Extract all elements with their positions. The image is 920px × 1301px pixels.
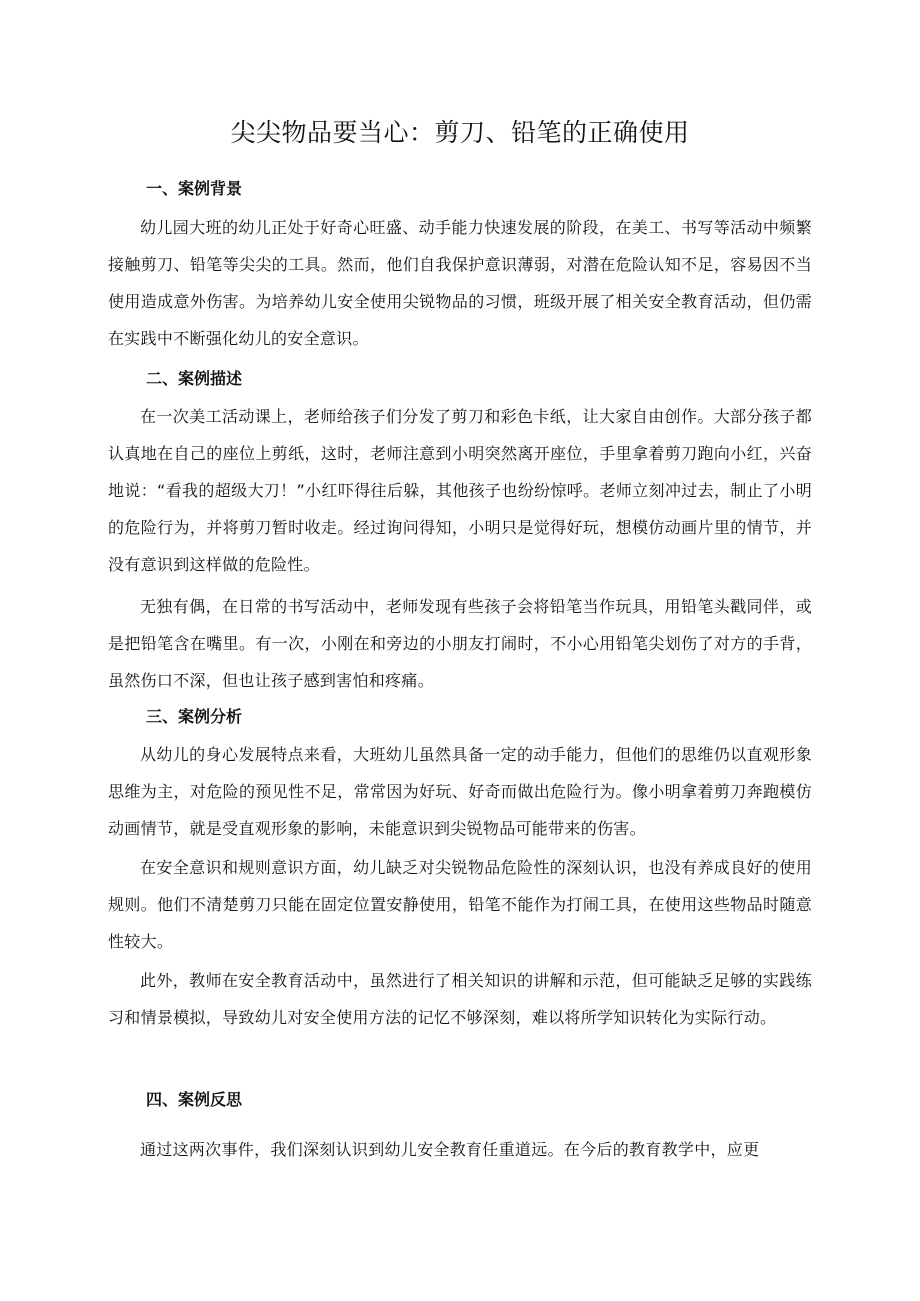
- paragraph-reflection-1: 通过这两次事件，我们深刻认识到幼儿安全教育任重道远。在今后的教育教学中，应更: [140, 1140, 760, 1159]
- paragraph-description-1: 在一次美工活动课上，老师给孩子们分发了剪刀和彩色卡纸，让大家自由创作。大部分孩子都认真地在自己的座位上剪纸，这时，老师注意到小明突然离开座位，手里拿着剪刀跑向小红，兴奋地说：“看我的超级大刀！”小红吓得往后躲，其他孩子也纷纷惊呼。老师立刻冲过去，制止了小明的危险行为，并将剪刀暂时收走。经过询问得知，小明只是觉得好玩，想模仿动画片里的情节，并没有意识到这样做的危险性。: [108, 407, 812, 574]
- paragraph-description-2: 无独有偶，在日常的书写活动中，老师发现有些孩子会将铅笔当作玩具，用铅笔头戳同伴，或是把铅笔含在嘴里。有一次，小刚在和旁边的小朋友打闹时，不小心用铅笔尖划伤了对方的手背，虽然伤口不深，但也让孩子感到害怕和疼痛。: [108, 597, 812, 690]
- document-title: 尖尖物品要当心：剪刀、铅笔的正确使用: [230, 118, 690, 147]
- section-heading-background: 一、案例背景: [146, 179, 243, 198]
- section-heading-analysis: 三、案例分析: [146, 707, 243, 726]
- section-heading-description: 二、案例描述: [146, 369, 243, 388]
- paragraph-analysis-3: 此外，教师在安全教育活动中，虽然进行了相关知识的讲解和示范，但可能缺乏足够的实践练习和情景模拟，导致幼儿对安全使用方法的记忆不够深刻，难以将所学知识转化为实际行动。: [108, 971, 812, 1027]
- section-heading-reflection: 四、案例反思: [146, 1090, 243, 1109]
- paragraph-analysis-2: 在安全意识和规则意识方面，幼儿缺乏对尖锐物品危险性的深刻认识，也没有养成良好的使用规则。他们不清楚剪刀只能在固定位置安静使用，铅笔不能作为打闹工具，在使用这些物品时随意性较大。: [108, 858, 812, 951]
- paragraph-analysis-1: 从幼儿的身心发展特点来看，大班幼儿虽然具备一定的动手能力，但他们的思维仍以直观形象思维为主，对危险的预见性不足，常常因为好玩、好奇而做出危险行为。像小明拿着剪刀奔跑模仿动画情节，就是受直观形象的影响，未能意识到尖锐物品可能带来的伤害。: [108, 745, 812, 838]
- paragraph-background: 幼儿园大班的幼儿正处于好奇心旺盛、动手能力快速发展的阶段，在美工、书写等活动中频繁接触剪刀、铅笔等尖尖的工具。然而，他们自我保护意识薄弱，对潜在危险认知不足，容易因不当使用造成意外伤害。为培养幼儿安全使用尖锐物品的习惯，班级开展了相关安全教育活动，但仍需在实践中不断强化幼儿的安全意识。: [108, 218, 812, 348]
